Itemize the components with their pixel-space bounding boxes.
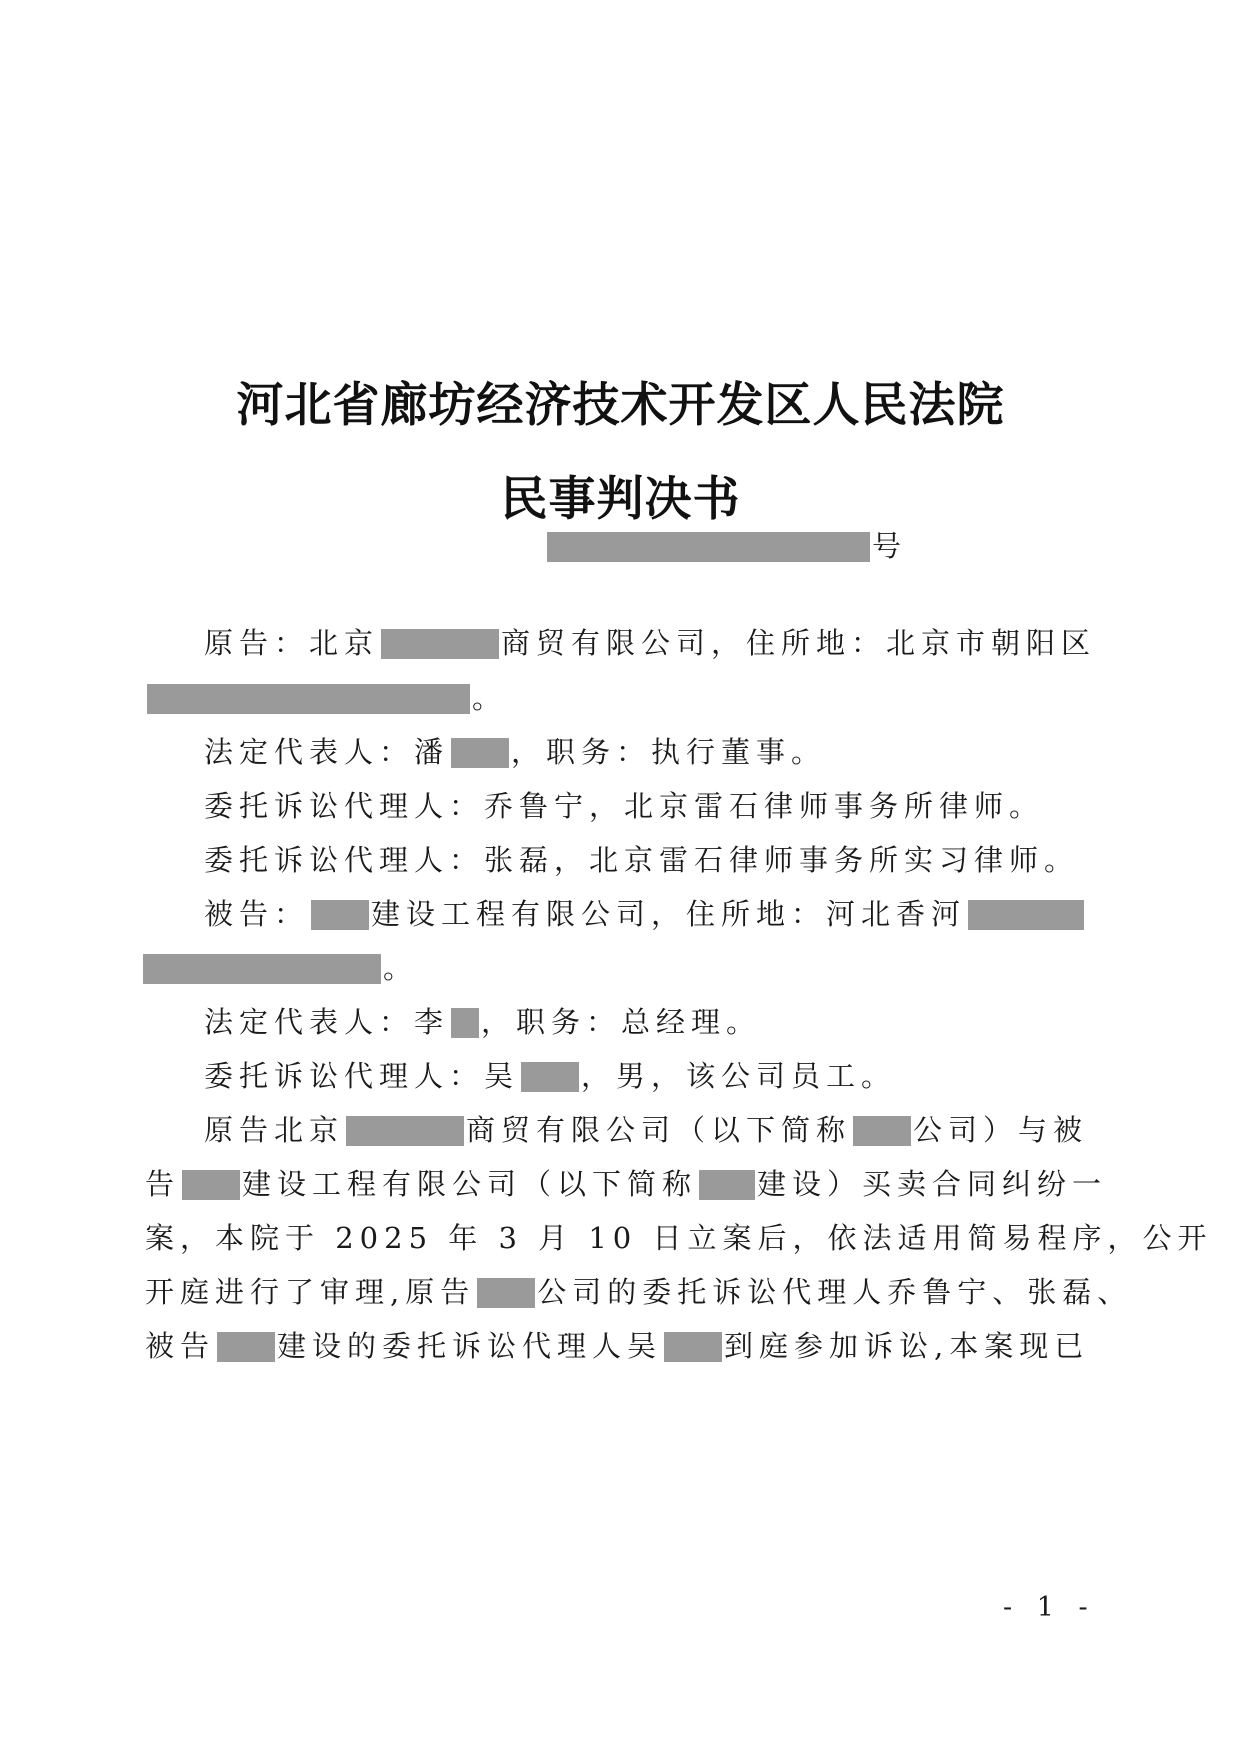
- case-number-line: [545, 526, 907, 566]
- defendant-address-line: 。: [141, 948, 418, 988]
- redaction-block: [143, 954, 381, 984]
- redaction-block: [346, 1116, 464, 1146]
- defendant-agent-line: 委托诉讼代理人：吴 ，男，该公司员工。: [204, 1059, 897, 1093]
- plaintiff-line: 原告：北京 商贸有限公司，住所地：北京市朝阳区: [204, 626, 1097, 660]
- redaction-block: [664, 1332, 722, 1362]
- redaction-block: [182, 1170, 240, 1200]
- redaction-block: [217, 1332, 275, 1362]
- defendant-line: 被告： 建设工程有限公司，住所地：河北香河: [204, 894, 1086, 934]
- redaction-block: [477, 1278, 535, 1308]
- court-name: 河北省廊坊经济技术开发区人民法院: [236, 378, 1005, 433]
- plaintiff-address-line: 。: [145, 678, 507, 718]
- body-line-2: 告 建设工程有限公司（以下简称 建设）买卖合同纠纷一: [145, 1167, 1108, 1201]
- redaction-block: [311, 900, 369, 930]
- plaintiff-agent-2-line: 委托诉讼代理人：张磊，北京雷石律师事务所实习律师。: [204, 843, 1080, 877]
- redaction-block: [381, 629, 499, 659]
- body-line-3: 案，本院于 2025 年 3 月 10 日立案后，依法适用简易程序，公开: [145, 1221, 1213, 1255]
- body-line-4: 开庭进行了审理,原告 公司的委托诉讼代理人乔鲁宁、张磊、: [145, 1275, 1133, 1309]
- redaction-block: [451, 1008, 479, 1038]
- body-line-1: 原告北京 商贸有限公司（以下简称 公司）与被: [204, 1113, 1089, 1147]
- defendant-representative-line: 法定代表人：李 ，职务：总经理。: [204, 1005, 762, 1039]
- plaintiff-agent-1-line: 委托诉讼代理人：乔鲁宁，北京雷石律师事务所律师。: [204, 789, 1045, 823]
- redaction-block: [699, 1170, 755, 1200]
- redaction-block: [451, 738, 509, 768]
- redaction-block: [147, 684, 470, 714]
- page-number: - 1 -: [1003, 1592, 1096, 1623]
- body-line-5: 被告 建设的委托诉讼代理人吴 到庭参加诉讼,本案现已: [145, 1329, 1090, 1363]
- redaction-block: [853, 1116, 911, 1146]
- document-type-title: 民事判决书: [500, 472, 741, 527]
- plaintiff-representative-line: 法定代表人：潘 ，职务：执行董事。: [204, 735, 827, 769]
- redaction-block: [521, 1062, 579, 1092]
- case-number-suffix: 号: [872, 529, 908, 563]
- redaction-block: [968, 900, 1084, 930]
- redaction-block: [547, 532, 870, 562]
